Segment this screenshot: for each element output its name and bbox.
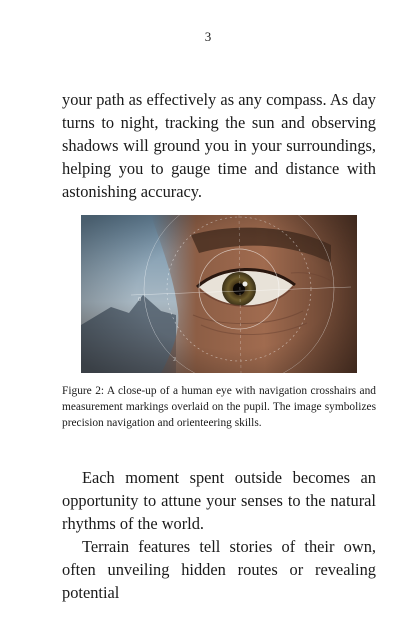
eye-photo-illustration <box>81 215 357 373</box>
vignette <box>81 215 357 373</box>
paragraph-3-text: Terrain features tell stories of their own, often unveiling hidden routes or revealing potential <box>62 537 376 602</box>
paragraph-2 <box>62 466 376 535</box>
figure-image <box>81 215 357 373</box>
figure-caption: Figure 2: A close-up of a human eye with navigation crosshairs and measurement markings overlaid on the pupil. The image symbolizes precision navigation and orienteering skills. <box>62 385 376 429</box>
page-number: 3 <box>204 29 212 44</box>
paragraph-1-text: your path as effectively as any compass. As day turns to night, tracking the sun and observing shadows will ground you in your surroundings, helping you to gauge time and distance with astonishing accuracy. <box>62 90 376 201</box>
paragraph-2-text: Each moment spent outside becomes an opportunity to attune your senses to the natural rhythms of the world. <box>62 468 376 533</box>
paragraph-1 <box>62 88 376 203</box>
paragraph-3 <box>62 535 376 602</box>
